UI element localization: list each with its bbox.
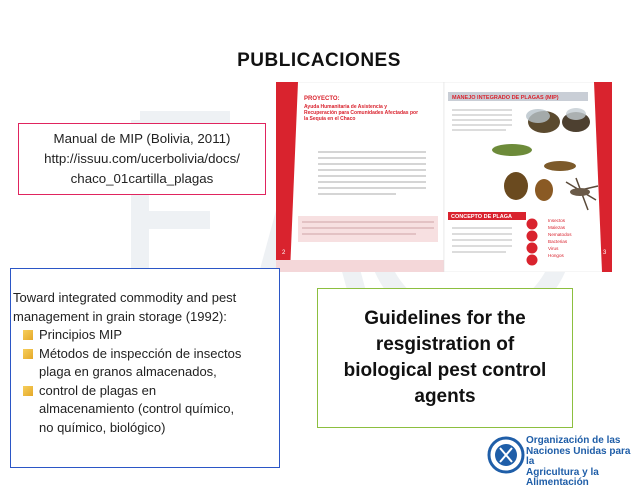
bullet-square-icon [23, 330, 33, 340]
book-page-number-left: 2 [282, 250, 286, 256]
guidelines-line: resgistration of [375, 334, 515, 355]
book-heading-line-3: Recuperación para Comunidades Afectadas por [304, 110, 419, 116]
book-heading-line-4: la Sequía en el Chaco [304, 116, 356, 122]
book-pest-item: Nematodos [548, 232, 572, 237]
fao-text-line: Agricultura y la Alimentación [526, 466, 599, 488]
guidelines-line: agents [414, 386, 476, 407]
list-item-text: no químico, biológico) [39, 419, 166, 435]
book-concept-heading: CONCEPTO DE PLAGA [451, 214, 513, 220]
manual-url-line-1[interactable]: http://issuu.com/ucerbolivia/docs/ [44, 151, 240, 166]
book-page-number-right: 3 [603, 250, 607, 256]
book-project-heading: PROYECTO: [304, 96, 340, 102]
book-pest-item: Insectos [548, 218, 566, 223]
list-item-text: Principios MIP [39, 327, 123, 342]
book-pest-item: Malezas [548, 225, 566, 230]
book-pest-item: Bacterias [548, 239, 568, 244]
fao-organization-name [526, 436, 638, 489]
book-heading-line-2: Ayuda Humanitaria de Asistencia y [304, 104, 387, 110]
list-item-text: Métodos de inspección de insectos [39, 345, 242, 361]
reference-line-2: management in grain storage (1992): [13, 308, 227, 324]
reference-line-1: Toward integrated commodity and pest [13, 290, 237, 305]
list-item-text: almacenamiento (control químico, [39, 401, 235, 416]
list-item [13, 345, 279, 382]
reference-bullet-list [13, 326, 279, 437]
list-item-text: control de plagas en [39, 382, 157, 398]
book-pest-item: Hongos [548, 253, 564, 258]
book-mip-heading: MANEJO INTEGRADO DE PLAGAS (MIP) [452, 95, 559, 101]
fao-text-line: Organización de las [526, 435, 621, 446]
bullet-square-icon [23, 349, 33, 359]
list-item [13, 382, 279, 438]
guidelines-line: biological pest control [343, 360, 547, 381]
reference-box [10, 268, 280, 468]
bullet-square-icon [23, 386, 33, 396]
book-pest-item: Virus [548, 246, 559, 251]
fao-text-line: Naciones Unidas para la [526, 445, 631, 467]
list-item [13, 326, 279, 345]
manual-book-image [276, 82, 612, 272]
page-title: PUBLICACIONES [237, 50, 401, 71]
manual-reference-box [18, 123, 266, 195]
guidelines-box [317, 288, 573, 428]
manual-url-line-2[interactable]: chaco_01cartilla_plagas [70, 171, 214, 186]
manual-title: Manual de MIP (Bolivia, 2011) [53, 131, 231, 146]
list-item-text: plaga en granos almacenados, [39, 364, 217, 379]
guidelines-line: Guidelines for the [364, 308, 526, 329]
